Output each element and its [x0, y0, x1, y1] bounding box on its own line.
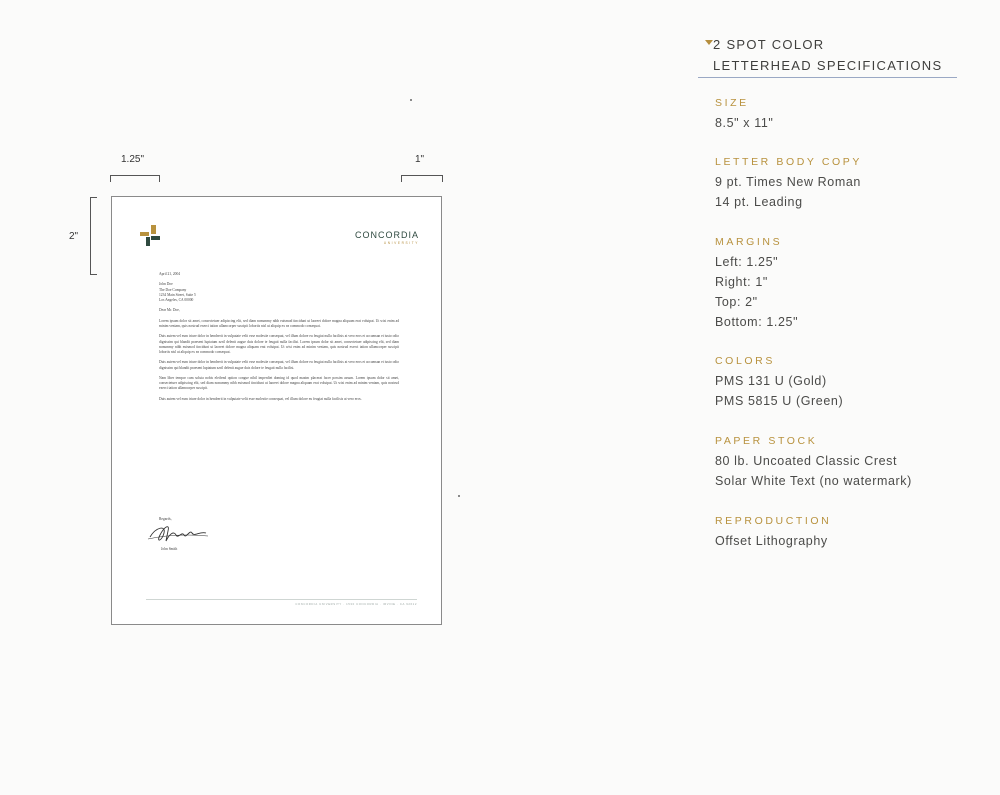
left-margin-bracket	[110, 175, 160, 182]
scan-speck	[410, 99, 412, 101]
letter-paragraph: Duis autem vel eum iriure dolor in hendrerit in vulputate velit esse molestie consequat, vel illum dolore eu feugiat nulla facilisis at vero eros.	[159, 396, 362, 401]
specs-title-rule	[698, 77, 957, 78]
spec-heading: LETTER BODY COPY	[715, 156, 863, 168]
letter-paragraph: Duis autem vel eum iriure dolor in hendrerit in vulputate velit esse molestie consequat, vel illum dolore eu feugiat nulla facilisis at vero eros et accumsan et iusto odio dignissim qui blandit praesent luptatum zzril delenit augue duis dolore te feugait nulla facilisi. Lorem ipsum dolor sit amet, consectetuer adipiscing elit, sed diam nonummy nibh euismod tincidunt ut laoreet dolore magna aliquam erat volutpat. Ut wisi enim ad minim veniam, quis nostrud exerci tation ullamcorper suscipit lobortis nisl ut aliquip ex ea commodo consequat.	[159, 334, 399, 354]
letter-footer: CONCORDIA UNIVERSITY · 1530 CONCORDIA · IRVINE · CA 92612	[295, 602, 417, 606]
top-margin-bracket	[90, 197, 97, 275]
letter-paragraph: Duis autem vel eum iriure dolor in hendrerit in vulputate velit esse molestie consequat, vel illum dolore eu feugiat nulla facilisis at vero eros et accumsan et iusto odio dignissim qui blandit praesent luptatum zzril delenit augue duis dolore te feugait nulla facilisi.	[159, 360, 399, 370]
spec-value: Solar White Text (no watermark)	[715, 474, 912, 488]
spec-paper-stock	[715, 434, 912, 491]
spec-heading: SIZE	[715, 97, 749, 109]
spec-value: Right: 1"	[715, 275, 768, 289]
specs-title	[713, 34, 942, 76]
spec-value: Bottom: 1.25"	[715, 315, 799, 329]
right-margin-bracket	[401, 175, 443, 182]
spec-heading: REPRODUCTION	[715, 515, 832, 527]
spec-letter-body-copy	[715, 155, 862, 212]
spec-heading: COLORS	[715, 355, 775, 367]
address-line: 1234 Main Street, Suite 5	[159, 292, 196, 297]
right-margin-label: 1"	[415, 154, 425, 165]
letter-paragraph: Lorem ipsum dolor sit amet, consectetuer adipiscing elit, sed diam nonummy nibh euismod tincidunt ut laoreet dolore magna aliquam erat volutpat. Ut wisi enim ad minim veniam, quis nostrud exerci tation ullamcorper suscipit lobortis nisl ut aliquip ex ea commodo consequat.	[159, 318, 399, 328]
spec-heading: MARGINS	[715, 236, 783, 248]
spec-value: 80 lb. Uncoated Classic Crest	[715, 454, 898, 468]
letter-closing: Regards,	[159, 517, 172, 521]
footer-rule	[146, 599, 417, 600]
specs-title-line: LETTERHEAD SPECIFICATIONS	[713, 58, 943, 73]
spec-value: PMS 131 U (Gold)	[715, 374, 827, 388]
spec-value: PMS 5815 U (Green)	[715, 394, 844, 408]
letter-page	[111, 196, 442, 625]
letter-date: April 21, 2004	[159, 272, 181, 276]
letterhead-brand	[355, 230, 419, 245]
spec-value: 14 pt. Leading	[715, 195, 803, 209]
letter-signer: John Smith	[161, 547, 178, 551]
spec-value: Left: 1.25"	[715, 255, 779, 269]
brand-name: CONCORDIA	[354, 230, 419, 240]
spec-size	[715, 96, 773, 133]
top-margin-label: 2"	[69, 231, 79, 242]
letter-salutation: Dear Mr. Doe,	[159, 308, 180, 313]
spec-value: Top: 2"	[715, 295, 758, 309]
spec-colors	[715, 354, 843, 411]
signature-icon	[146, 519, 218, 547]
specs-title-line: 2 SPOT COLOR	[713, 37, 825, 52]
address-line: John Doe	[159, 282, 173, 287]
scan-speck	[458, 495, 460, 497]
letter-paragraph: Nam liber tempor cum soluta nobis eleifend option congue nihil imperdiet doming id quod mazim placerat facer possim assum. Lorem ipsum dolor sit amet, consectetuer adipiscing elit, sed diam nonummy nibh euismod tincidunt ut laoreet dolore magna aliquam erat volutpat. Ut wisi enim ad minim veniam, quis nostrud exerci tation ullamcorper suscipit.	[159, 375, 399, 391]
spec-value: 8.5" x 11"	[715, 116, 774, 130]
concordia-crest-icon	[139, 223, 163, 247]
spec-margins	[715, 235, 798, 332]
address-line: The Doe Company	[159, 287, 187, 292]
letter-body	[159, 272, 399, 402]
spec-value: Offset Lithography	[715, 534, 828, 548]
spec-heading: PAPER STOCK	[715, 435, 818, 447]
left-margin-label: 1.25"	[121, 154, 145, 165]
title-arrow-icon	[705, 40, 713, 45]
address-line: Los Angeles, CA 00000	[159, 298, 194, 302]
brand-subtitle: UNIVERSITY	[383, 241, 419, 245]
spec-value: 9 pt. Times New Roman	[715, 175, 861, 189]
spec-reproduction	[715, 514, 831, 551]
